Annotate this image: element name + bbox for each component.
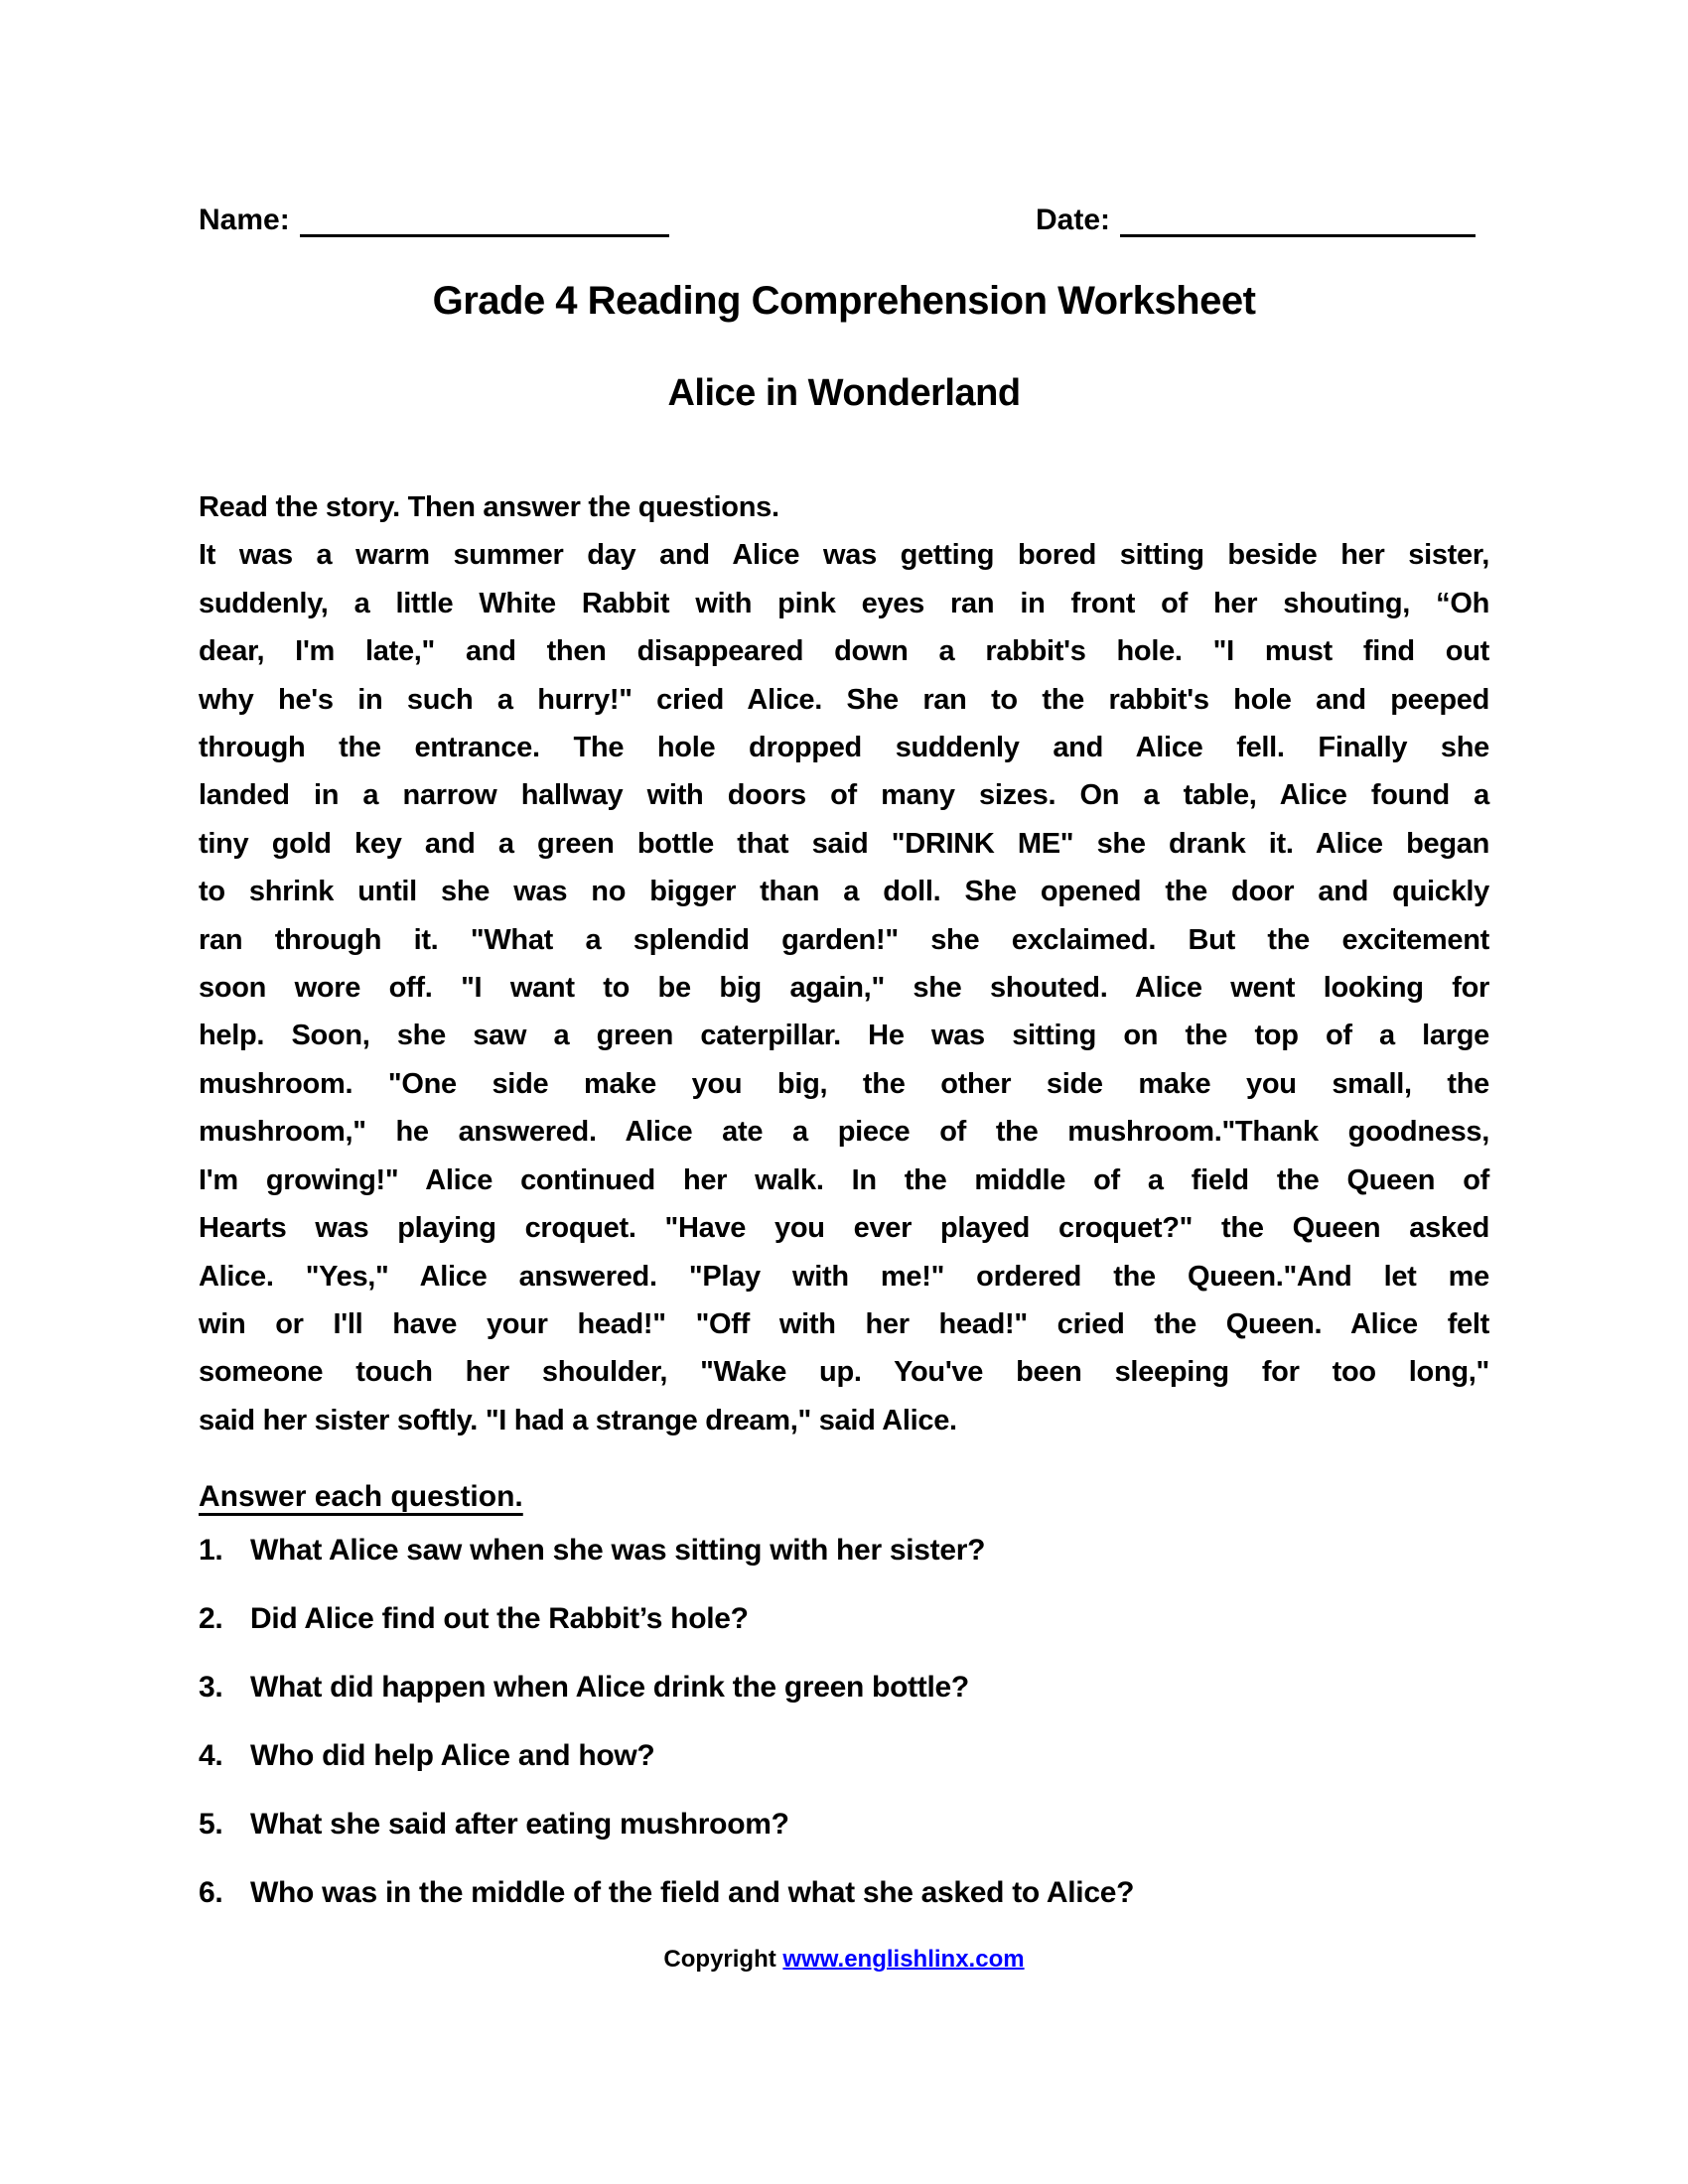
story-line: why he's in such a hurry!" cried Alice. She ran to the rabbit's hole and peeped	[199, 683, 1489, 716]
questions-heading: Answer each question.	[199, 1480, 523, 1513]
name-blank-line	[300, 204, 669, 237]
date-label: Date:	[1036, 204, 1111, 236]
date-blank-line	[1120, 204, 1476, 237]
story-line: someone touch her shoulder, "Wake up. You've been sleeping for too long,"	[199, 1356, 1489, 1389]
story-line: to shrink until she was no bigger than a doll. She opened the door and quickly	[199, 876, 1489, 908]
question-number: 5.	[199, 1808, 223, 1841]
story-line: soon wore off. "I want to be big again," she shouted. Alice went looking for	[199, 972, 1489, 1005]
question-text: Who did help Alice and how?	[250, 1739, 655, 1772]
question-number: 1.	[199, 1534, 223, 1567]
story-line: dear, I'm late," and then disappeared down a rabbit's hole. "I must find out	[199, 635, 1489, 668]
story-line: I'm growing!" Alice continued her walk. In the middle of a field the Queen of	[199, 1163, 1489, 1196]
question-text: What did happen when Alice drink the green bottle?	[250, 1671, 969, 1704]
question-number: 2.	[199, 1602, 223, 1635]
question-item	[199, 1602, 1489, 1671]
question-item	[199, 1739, 1489, 1808]
question-number: 6.	[199, 1876, 223, 1909]
copyright-link[interactable]: www.englishlinx.com	[782, 1946, 1025, 1973]
name-label: Name:	[199, 204, 290, 236]
worksheet-subtitle: Alice in Wonderland	[667, 372, 1021, 414]
story-line: ran through it. "What a splendid garden!" she exclaimed. But the excitement	[199, 923, 1489, 956]
question-number: 3.	[199, 1671, 223, 1704]
story-line: mushroom," he answered. Alice ate a piece of the mushroom."Thank goodness,	[199, 1116, 1489, 1149]
question-text: Did Alice find out the Rabbit’s hole?	[250, 1602, 749, 1635]
question-text: What she said after eating mushroom?	[250, 1808, 789, 1841]
story-line: win or I'll have your head!" "Off with her head!" cried the Queen. Alice felt	[199, 1307, 1489, 1340]
page-title: Grade 4 Reading Comprehension Worksheet	[432, 279, 1256, 323]
question-text: What Alice saw when she was sitting with her sister?	[250, 1534, 986, 1567]
story-line: landed in a narrow hallway with doors of many sizes. On a table, Alice found a	[199, 779, 1489, 812]
story-line: help. Soon, she saw a green caterpillar. He was sitting on the top of a large	[199, 1020, 1489, 1052]
story-line: suddenly, a little White Rabbit with pink eyes ran in front of her shouting, “Oh	[199, 587, 1489, 619]
footer	[199, 1946, 1489, 1974]
story-block	[199, 483, 1489, 1444]
story-line: Alice. "Yes," Alice answered. "Play with me!" ordered the Queen."And let me	[199, 1260, 1489, 1293]
story-line: tiny gold key and a green bottle that said "DRINK ME" she drank it. Alice began	[199, 827, 1489, 860]
name-field	[199, 204, 669, 237]
story-line: Hearts was playing croquet. "Have you ever played croquet?" the Queen asked	[199, 1212, 1489, 1245]
story-line: mushroom. "One side make you big, the other side make you small, the	[199, 1067, 1489, 1100]
story-line: through the entrance. The hole dropped suddenly and Alice fell. Finally she	[199, 732, 1489, 764]
story-line: said her sister softly. "I had a strange dream," said Alice.	[199, 1404, 957, 1436]
question-text: Who was in the middle of the field and what she asked to Alice?	[250, 1876, 1135, 1909]
question-item	[199, 1671, 1489, 1739]
question-item	[199, 1534, 1489, 1602]
question-item	[199, 1808, 1489, 1876]
copyright-label: Copyright	[663, 1946, 776, 1973]
story-line: It was a warm summer day and Alice was getting bored sitting beside her sister,	[199, 539, 1489, 572]
questions-list	[199, 1534, 1489, 1945]
date-field	[1036, 204, 1476, 237]
question-item	[199, 1876, 1489, 1945]
story-paragraph	[199, 531, 1489, 1444]
story-instruction: Read the story. Then answer the questions.	[199, 491, 779, 523]
question-number: 4.	[199, 1739, 223, 1772]
